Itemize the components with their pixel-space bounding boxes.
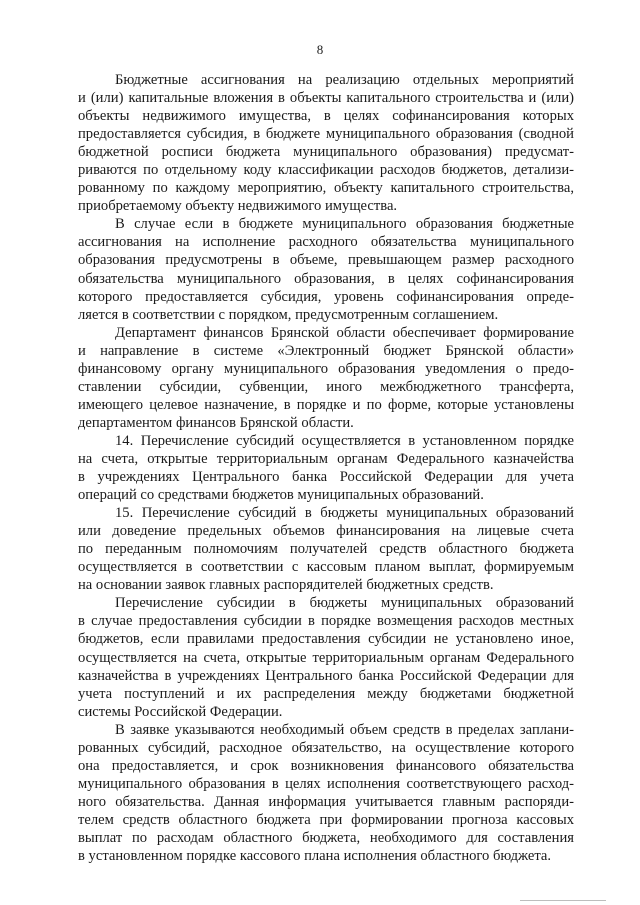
text-line: в установленном порядке кассового плана исполнения областного бюджета. [78, 848, 552, 865]
text-line: Департамент финансов Брянской области обеспечивает формирование [115, 324, 574, 341]
text-line: бюджетов, если правилами предоставления субсидии не установлено иное, [78, 631, 574, 648]
paragraph [78, 432, 574, 504]
paragraph [78, 721, 574, 865]
text-line: финансовому органу муниципального образования уведомления о предо- [78, 360, 574, 377]
page-number: 8 [316, 42, 324, 57]
document-body [78, 71, 574, 865]
text-line: на счета, открытые территориальным органам Федерального казначейства [78, 450, 574, 467]
text-line: казначейства в учреждениях Центрального банка Российской Федерации для [78, 667, 574, 684]
text-line: 14. Перечисление субсидий осуществляется в установленном порядке [115, 432, 574, 449]
text-line: учета поступлений и их распределения между бюджетами бюджетной [78, 685, 574, 702]
text-line: ляется в соответствии с порядком, предусмотренным соглашением. [78, 306, 499, 323]
text-line: муниципального образования в целях исполнения соответствующего расход- [78, 775, 574, 792]
text-line: бюджетной росписи бюджета муниципального образования) предусмат- [78, 144, 574, 161]
text-line: и направление в системе «Электронный бюджет Брянской области» [78, 342, 574, 359]
text-line: рованному по каждому мероприятию, объекту капитального строительства, [78, 180, 574, 197]
text-line: в случае предоставления субсидии в порядке возмещения расходов местных [78, 613, 574, 630]
text-line: обязательства муниципального образования, в целях софинансирования [78, 270, 574, 287]
text-line: приобретаемому объекту недвижимого имущества. [78, 198, 398, 215]
text-line: риваются по отдельному коду классификации расходов бюджетов, детализи- [78, 162, 574, 179]
paragraph [78, 504, 574, 594]
text-line: В случае если в бюджете муниципального образования бюджетные [115, 216, 574, 233]
text-line: объекты недвижимого имущества, в целях софинансирования которых [78, 108, 574, 125]
text-line: В заявке указываются необходимый объем средств в пределах заплани- [115, 721, 574, 738]
text-line: она предоставляется, и срок возникновения финансового обязательства [78, 757, 574, 774]
text-line: или доведение предельных объемов финансирования на лицевые счета [78, 523, 574, 540]
text-line: ставлении субсидии, субвенции, иного межбюджетного трансферта, [78, 378, 574, 395]
text-line: Бюджетные ассигнования на реализацию отдельных мероприятий [115, 72, 574, 88]
text-line: департаментом финансов Брянской области. [78, 414, 354, 431]
text-line: на основании заявок главных распорядителей бюджетных средств. [78, 577, 494, 594]
text-line: образования предусмотрены в объеме, превышающем размер расходного [78, 252, 574, 269]
text-line: имеющего целевое назначение, в порядке и по форме, которые установлены [78, 396, 574, 413]
text-line: системы Российской Федерации. [78, 703, 283, 720]
text-line: телем средств областного бюджета при формировании прогноза кассовых [78, 811, 574, 828]
text-line: предоставляется субсидия, в бюджете муниципального образования (сводной [78, 126, 574, 143]
text-line: в учреждениях Центрального банка Российской Федерации для учета [78, 469, 574, 486]
paragraph [78, 215, 574, 323]
paragraph [78, 71, 574, 215]
text-line: ного обязательства. Данная информация учитывается главным распоряди- [78, 793, 574, 810]
text-line: 15. Перечисление субсидий в бюджеты муниципальных образований [115, 505, 574, 522]
text-line: осуществляется на счета, открытые территориальным органам Федерального [78, 649, 574, 666]
text-line: рованных субсидий, расходное обязательство, на осуществление которого [78, 739, 574, 756]
text-line: осуществляется в соответствии с кассовым планом выплат, формируемым [78, 559, 574, 576]
text-line: Перечисление субсидии в бюджеты муниципальных образований [115, 595, 574, 612]
bottom-rule [520, 900, 606, 901]
text-line: операций со средствами бюджетов муниципальных образований. [78, 487, 484, 504]
text-line: и (или) капитальные вложения в объекты капитального строительства и (или) [78, 90, 574, 107]
text-line: которого предоставляется субсидия, уровень софинансирования опреде- [78, 288, 574, 305]
paragraph [78, 594, 574, 720]
text-line: выплат по расходам областного бюджета, необходимого для составления [78, 829, 574, 846]
paragraph [78, 324, 574, 432]
text-line: по переданным полномочиям получателей средств областного бюджета [78, 541, 574, 558]
text-line: ассигнования на исполнение расходного обязательства муниципального [78, 234, 574, 251]
